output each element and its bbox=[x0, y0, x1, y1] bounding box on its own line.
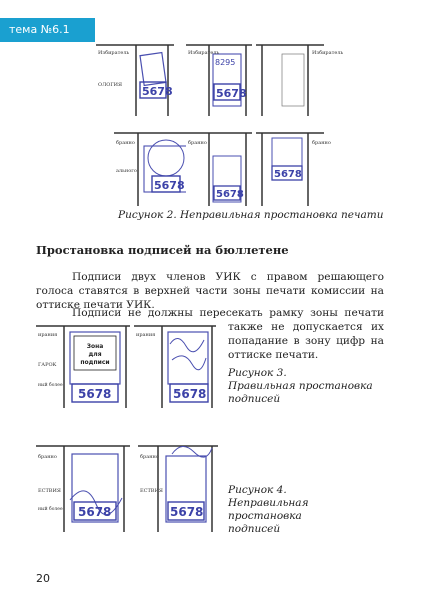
figure3-caption: Рисунок 3. Правильная простановка подписей bbox=[228, 367, 373, 405]
figure3-thumb-1 bbox=[36, 322, 130, 408]
svg-text:бранно: бранно bbox=[116, 140, 135, 146]
svg-text:ЕСТВИЯ: ЕСТВИЯ bbox=[38, 488, 61, 494]
svg-text:5678: 5678 bbox=[78, 387, 112, 401]
svg-text:ный более: ный более bbox=[38, 383, 63, 388]
topic-tag: тема №6.1 bbox=[0, 18, 95, 42]
svg-text:ального: ального bbox=[116, 168, 137, 174]
figure2-caption: Рисунок 2. Неправильная простановка печати bbox=[118, 209, 384, 221]
figure3-digits: 5678 bbox=[173, 387, 207, 401]
figure2-thumb-5 bbox=[186, 128, 252, 206]
svg-text:подписи: подписи bbox=[80, 359, 110, 366]
figure2-thumb-1-digits: 5678 bbox=[142, 85, 173, 98]
svg-text:бранно: бранно bbox=[188, 140, 207, 146]
svg-text:Избиратель: Избиратель bbox=[188, 50, 220, 56]
figure4-thumb-1 bbox=[36, 440, 130, 532]
figure2-thumb-2-digits: 5678 bbox=[216, 87, 247, 100]
svg-text:Избиратель: Избиратель bbox=[98, 50, 130, 56]
svg-text:ирания: ирания bbox=[136, 332, 156, 338]
page-number: 20 bbox=[36, 572, 50, 585]
figure3-thumb-2 bbox=[134, 322, 216, 408]
paragraph-2-side: также не допускается их попадание в зону цифр на оттиске печати. bbox=[228, 321, 384, 361]
figure2-thumb-4-digits: 5678 bbox=[154, 179, 185, 192]
section-heading: Простановка подписей на бюллетене bbox=[36, 243, 289, 257]
paragraph-2-line1: Подписи не должны пересекать рамку зоны печати bbox=[72, 307, 384, 319]
figure4-caption: Рисунок 4. Неправильная простановка подписей bbox=[228, 484, 309, 535]
svg-text:Зона: Зона bbox=[86, 343, 104, 350]
svg-text:бранно: бранно bbox=[312, 140, 331, 146]
svg-text:для: для bbox=[88, 351, 102, 358]
figure2-thumb-2 bbox=[186, 40, 252, 116]
svg-text:Избиратель: Избиратель bbox=[312, 50, 344, 56]
svg-text:ОЛОГИЯ: ОЛОГИЯ bbox=[98, 82, 123, 88]
svg-text:ГАРОК: ГАРОК bbox=[38, 362, 57, 368]
svg-text:ный более: ный более bbox=[38, 507, 63, 512]
paragraph-1: Подписи двух членов УИК с правом решающего голоса ставятся в верхней части зоны печати комиссии на оттиске печати УИК. bbox=[36, 271, 384, 311]
figure2-thumb-3 bbox=[256, 40, 344, 116]
figure2-thumb-6 bbox=[256, 128, 331, 206]
figure4-digits-1: 5678 bbox=[78, 505, 112, 519]
figure4-thumb-2 bbox=[138, 440, 218, 532]
figure2-thumb-1 bbox=[96, 40, 174, 116]
svg-text:ирания: ирания bbox=[38, 332, 58, 338]
figure4-digits-2: 5678 bbox=[170, 505, 204, 519]
svg-text:бранно: бранно bbox=[140, 454, 159, 460]
svg-text:8295: 8295 bbox=[215, 58, 236, 67]
svg-text:бранно: бранно bbox=[38, 454, 57, 460]
figure2-thumb-6-digits: 5678 bbox=[274, 169, 302, 180]
figure2-thumb-5-digits: 5678 bbox=[216, 189, 244, 200]
svg-text:ЕСТВИЯ: ЕСТВИЯ bbox=[140, 488, 163, 494]
